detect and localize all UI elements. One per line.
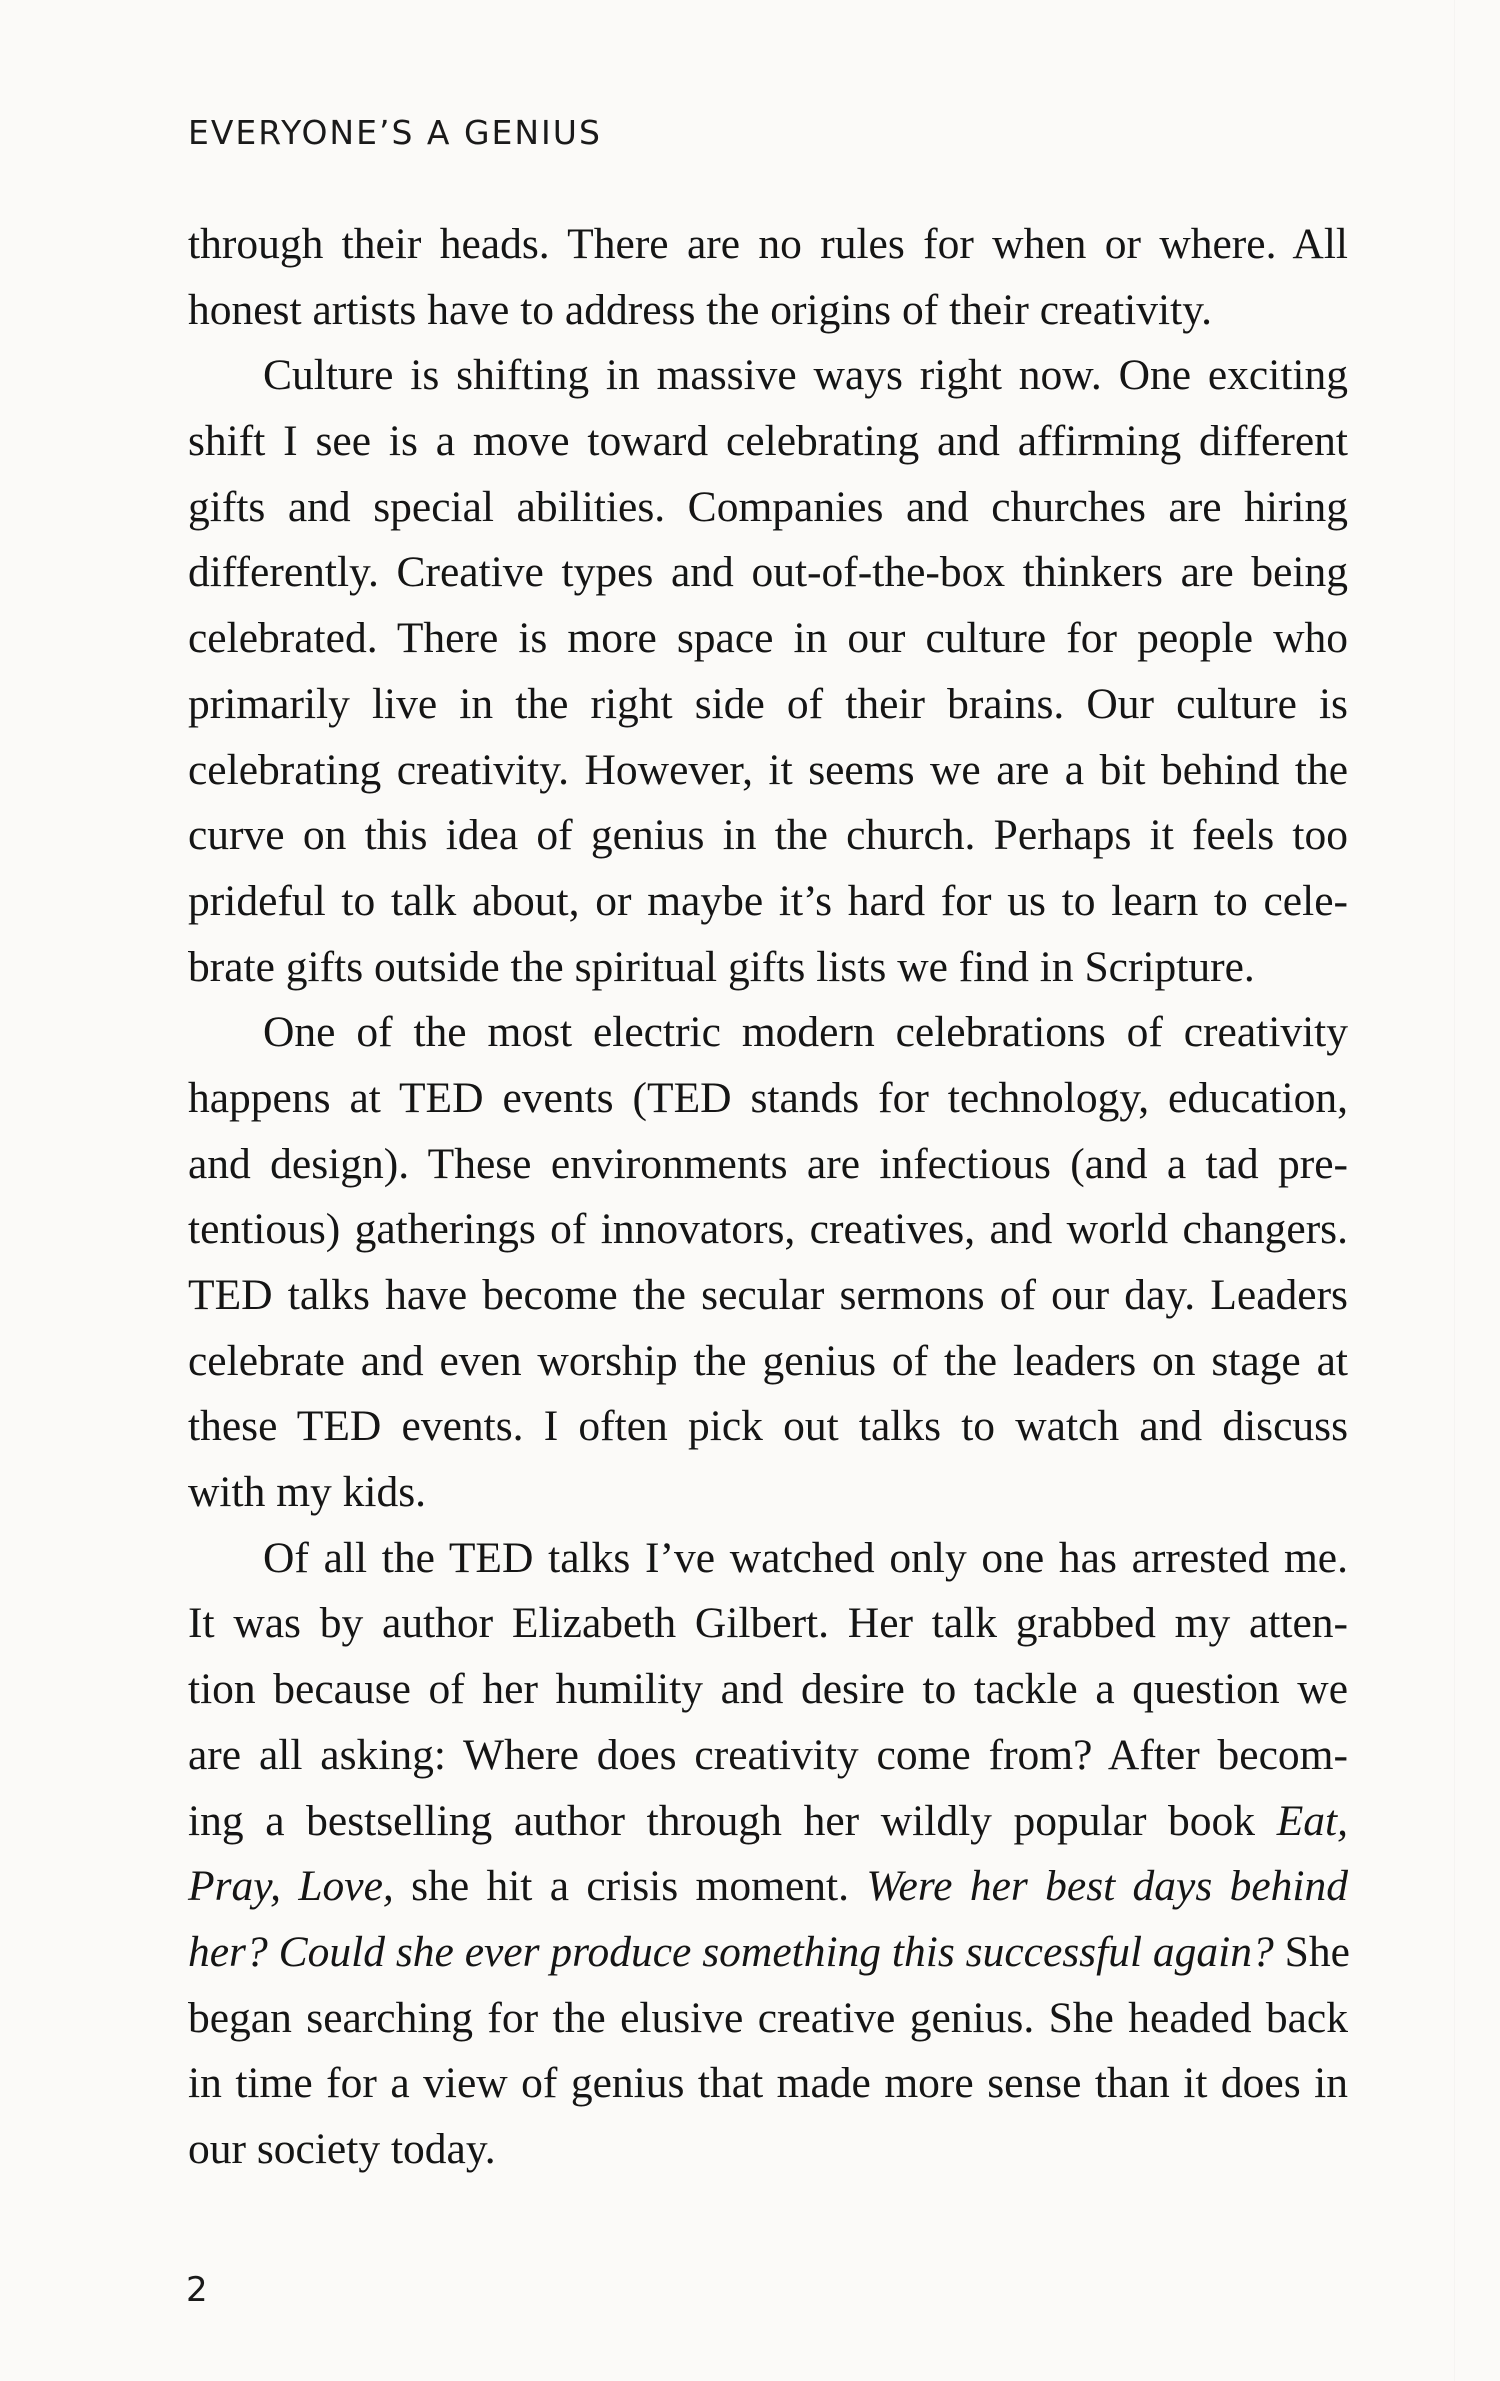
text-line: are all asking: Where does creativity come from? After becom-: [188, 1730, 1348, 1779]
book-title-italic: Eat,: [1276, 1796, 1348, 1845]
text-line: shift I see is a move toward celebrating and affirming different: [188, 417, 1348, 466]
text-line: gifts and special abilities. Companies and churches are hiring: [188, 482, 1348, 531]
text-line: in time for a view of genius that made more sense than it does in: [188, 2059, 1348, 2108]
paragraph-1: [188, 212, 1348, 343]
paragraph-4: [188, 1526, 1348, 2183]
text-line: tion because of her humility and desire to tackle a question we: [188, 1665, 1348, 1714]
text-line: prideful to talk about, or maybe it’s hard for us to learn to cele-: [188, 876, 1348, 925]
paragraph-2: [188, 343, 1348, 1000]
italic-question: her? Could she ever produce something this successful again?: [188, 1927, 1274, 1976]
text-line: [188, 1789, 1348, 1855]
text-run: she hit a crisis moment.: [393, 1862, 867, 1911]
italic-question: Were her best days behind: [866, 1862, 1349, 1911]
text-line: differently. Creative types and out-of-the-box thinkers are being: [188, 548, 1348, 597]
book-title-italic: Pray, Love,: [188, 1862, 394, 1911]
text-line: One of the most electric modern celebrations of creativity: [263, 1008, 1348, 1057]
text-line: our society today.: [188, 2124, 496, 2173]
text-line: celebrate and even worship the genius of the leaders on stage at: [188, 1336, 1348, 1385]
paragraph-3: [188, 1000, 1348, 1526]
text-line: happens at TED events (TED stands for technology, education,: [188, 1073, 1348, 1122]
text-run: She: [1273, 1927, 1350, 1976]
page-edge-shadow: [1454, 0, 1455, 2381]
text-line: curve on this idea of genius in the church. Perhaps it feels too: [188, 811, 1348, 860]
page-number: 2: [186, 2270, 208, 2310]
text-line: Culture is shifting in massive ways right now. One exciting: [263, 351, 1348, 400]
text-line: primarily live in the right side of their brains. Our culture is: [188, 679, 1348, 728]
text-line: [188, 1854, 1348, 1920]
text-run: ing a bestselling author through her wildly popular book: [188, 1796, 1277, 1845]
text-line: brate gifts outside the spiritual gifts lists we find in Scripture.: [188, 942, 1255, 991]
running-header: EVERYONE’S A GENIUS: [188, 113, 602, 152]
text-line: and design). These environments are infectious (and a tad pre-: [188, 1139, 1348, 1188]
text-line: tentious) gatherings of innovators, creatives, and world changers.: [188, 1205, 1348, 1254]
text-line: celebrated. There is more space in our culture for people who: [188, 614, 1348, 663]
text-line: Of all the TED talks I’ve watched only one has arrested me.: [263, 1533, 1348, 1582]
text-line: honest artists have to address the origins of their creativity.: [188, 285, 1212, 334]
text-line: with my kids.: [188, 1468, 427, 1517]
text-line: through their heads. There are no rules for when or where. All: [188, 220, 1348, 268]
text-line: celebrating creativity. However, it seems we are a bit behind the: [188, 745, 1348, 794]
text-line: these TED events. I often pick out talks to watch and discuss: [188, 1402, 1348, 1451]
text-line: It was by author Elizabeth Gilbert. Her talk grabbed my atten-: [188, 1599, 1348, 1648]
text-line: TED talks have become the secular sermons of our day. Leaders: [188, 1271, 1348, 1319]
text-line: began searching for the elusive creative genius. She headed back: [188, 1993, 1348, 2042]
body-text: [188, 212, 1348, 2183]
text-line: [188, 1920, 1348, 1986]
